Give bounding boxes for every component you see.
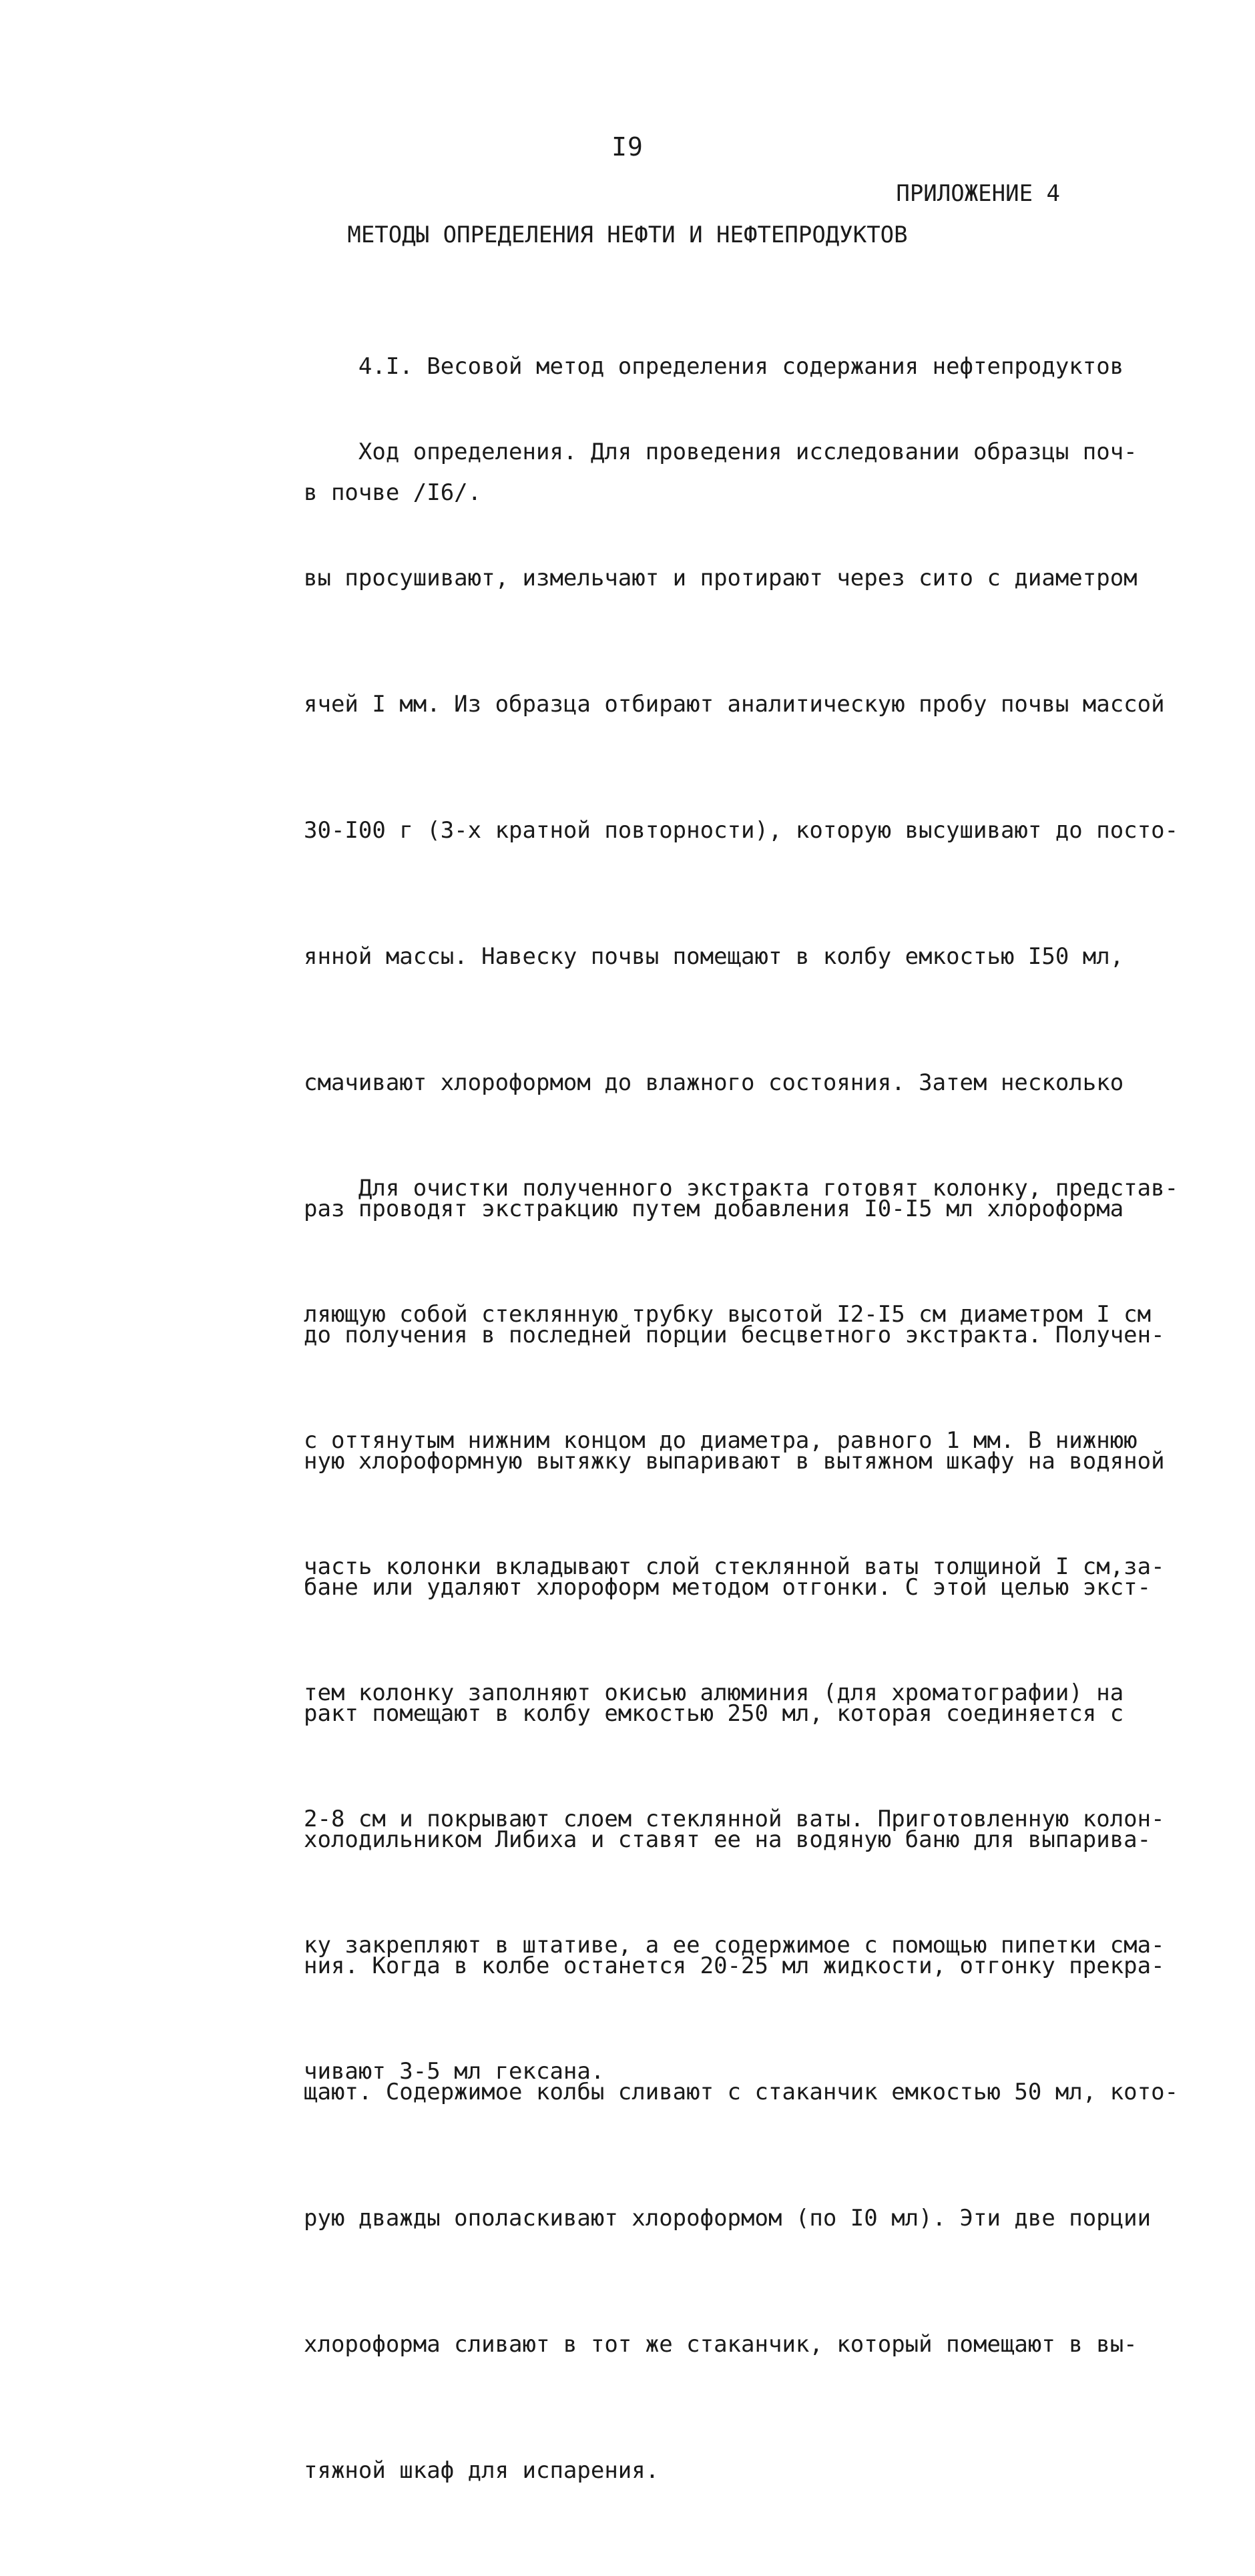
section-heading: МЕТОДЫ ОПРЕДЕЛЕНИЯ НЕФТИ И НЕФТЕПРОДУКТОВ — [347, 222, 908, 248]
text-line: 30-I00 г (3-х кратной повторности), которую высушивают до посто- — [304, 817, 1179, 844]
method-title-line: в почве /I6/. — [304, 479, 482, 506]
text-line: часть колонки вкладывают слой стеклянной ваты толщиной I см,за- — [304, 1553, 1165, 1580]
text-line: ляющую собой стеклянную трубку высотой I2-I5 см диаметром I см — [304, 1301, 1152, 1328]
paragraph-column-cleanup — [304, 1083, 1179, 2177]
text-line: ракт помещают в колбу емкостью 250 мл, которая соединяется с — [304, 1700, 1124, 1727]
text-line: холодильником Либиха и ставят ее на водяную баню для выпарива- — [304, 1826, 1152, 1853]
text-line: ячей I мм. Из образца отбирают аналитическую пробу почвы массой — [304, 691, 1165, 718]
text-line: тяжной шкаф для испарения. — [304, 2457, 660, 2484]
text-line: рую дважды ополаскивают хлороформом (по I0 мл). Эти две порции — [304, 2205, 1152, 2232]
text-line: тем колонку заполняют окисью алюминия (для хроматографии) на — [304, 1680, 1124, 1706]
text-line: Ход определения. Для проведения исследовании образцы поч- — [304, 439, 1138, 465]
text-line: чивают 3-5 мл гексана. — [304, 2058, 605, 2085]
page-number: I9 — [611, 132, 644, 162]
text-line: ку закрепляют в штативе, а ее содержимое с помощью пипетки сма- — [304, 1932, 1165, 1959]
text-line: смачивают хлороформом до влажного состояния. Затем несколько — [304, 1069, 1124, 1096]
text-line: с оттянутым нижним концом до диаметра, равного 1 мм. В нижнюю — [304, 1427, 1138, 1454]
text-line: щают. Содержимое колбы сливают с стаканчик емкостью 50 мл, кото- — [304, 2079, 1179, 2105]
method-title-line: 4.I. Весовой метод определения содержания нефтепродуктов — [304, 353, 1124, 380]
appendix-label: ПРИЛОЖЕНИЕ 4 — [896, 180, 1060, 207]
text-line: вы просушивают, измельчают и протирают через сито с диаметром — [304, 565, 1138, 591]
text-line: до получения в последней порции бесцветного экстракта. Получен- — [304, 1322, 1165, 1348]
text-line: хлороформа сливают в тот же стаканчик, который помещают в вы- — [304, 2331, 1138, 2358]
text-line: раз проводят экстракцию путем добавления I0-I5 мл хлороформа — [304, 1196, 1124, 1222]
text-line: Для очистки полученного экстракта готовят колонку, представ- — [304, 1175, 1179, 1202]
text-line: ния. Когда в колбе останется 20-25 мл жидкости, отгонку прекра- — [304, 1953, 1165, 1979]
text-line: 2-8 см и покрывают слоем стеклянной ваты. Приготовленную колон- — [304, 1806, 1165, 1832]
text-line: бане или удаляют хлороформ методом отгонки. С этой целью экст- — [304, 1574, 1152, 1601]
text-line: ную хлороформную вытяжку выпаривают в вытяжном шкафу на водяной — [304, 1448, 1165, 1475]
text-line: янной массы. Навеску почвы помещают в колбу емкостью I50 мл, — [304, 943, 1124, 970]
